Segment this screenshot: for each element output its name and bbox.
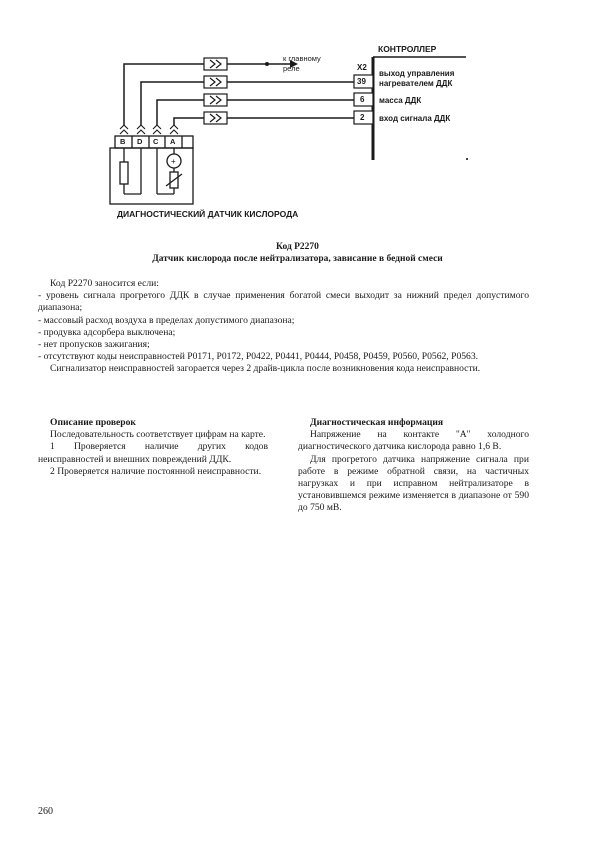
pin-39-label-line2: нагревателем ДДК — [379, 79, 453, 88]
checks-paragraph: Последовательность соответствует цифрам на карте. — [50, 429, 266, 441]
wire-c — [157, 100, 204, 125]
code-title: Код P2270 — [276, 242, 319, 252]
condition-item: - массовый расход воздуха в пределах допустимого диапазона; — [38, 314, 295, 326]
pin-2-label: вход сигнала ДДК — [379, 114, 451, 123]
connector-block-2 — [204, 76, 227, 88]
wiring-diagram — [0, 0, 595, 230]
wire-a — [174, 118, 204, 125]
pin-number-2: 2 — [360, 113, 365, 122]
sensor-pin-c-chevron — [153, 125, 161, 134]
sensor-pin-a-chevron — [170, 125, 178, 134]
pin-39-label-line1: выход управления — [379, 69, 455, 78]
connector-block-4 — [204, 112, 227, 124]
sensor-pin-c-label: C — [153, 137, 159, 146]
sensor-pin-d-chevron — [137, 125, 145, 134]
scan-dot — [466, 158, 468, 160]
diagnostic-info-column — [298, 417, 529, 515]
svg-text:+: + — [171, 157, 176, 166]
relay-label-line1: к главному — [283, 54, 321, 63]
pin-number-6: 6 — [360, 95, 365, 104]
connector-block-3 — [204, 94, 227, 106]
connector-label: X2 — [357, 63, 367, 72]
sensor-body — [110, 148, 193, 204]
checks-paragraph: 2 Проверяется наличие постоянной неисправности. — [50, 465, 262, 477]
checks-column — [38, 417, 268, 478]
condition-item: - продувка адсорбера выключена; — [38, 326, 176, 338]
condition-item: - уровень сигнала прогретого ДДК в случае применения богатой смеси выходит за нижний предел допустимого диапазона; — [38, 290, 529, 314]
diagnostic-heading: Диагностическая информация — [310, 417, 444, 428]
condition-item: - нет пропусков зажигания; — [38, 339, 150, 351]
page-number: 260 — [38, 806, 53, 817]
pin-6-label: масса ДДК — [379, 96, 422, 105]
intro-section — [38, 278, 529, 376]
heater-resistor-icon — [120, 162, 128, 184]
wire-b — [124, 64, 204, 125]
relay-label-line2: реле — [283, 64, 300, 73]
diagnostic-paragraph: Для прогретого датчика напряжение сигнала при работе в режиме обратной связи, на частичных нагрузках и при исправном нейтрализаторе в установившемся режиме изменяется в диапазоне от 590 до 750 мВ. — [298, 453, 529, 514]
diagnostic-paragraph: Напряжение на контакте "A" холодного диагностического датчика кислорода равно 1,6 В. — [298, 429, 529, 453]
lamp-text: Сигнализатор неисправностей загорается через 2 драйв-цикла после возникновения кода неисправности. — [50, 363, 481, 375]
sensor-pin-a-label: A — [170, 137, 176, 146]
sensor-pin-b-label: B — [120, 137, 126, 146]
page-subtitle: Датчик кислорода после нейтрализатора, зависание в бедной смеси — [152, 254, 443, 264]
intro-line: Код P2270 заносится если: — [50, 278, 159, 289]
condition-item: - отсутствуют коды неисправностей P0171, P0172, P0422, P0441, P0444, P0458, P0459, P0560, P0562, P0563. — [38, 351, 479, 363]
connector-block-1 — [204, 58, 227, 70]
checks-paragraph: 1 Проверяется наличие других кодов неисправностей и внешних повреждений ДДК. — [38, 441, 268, 465]
sensor-pin-d-label: D — [137, 137, 143, 146]
checks-heading: Описание проверок — [50, 417, 136, 428]
pin-number-39: 39 — [357, 77, 366, 86]
sensor-pin-b-chevron — [120, 125, 128, 134]
sensor-caption: ДИАГНОСТИЧЕСКИЙ ДАТЧИК КИСЛОРОДА — [117, 209, 299, 219]
controller-label: КОНТРОЛЛЕР — [378, 44, 437, 54]
